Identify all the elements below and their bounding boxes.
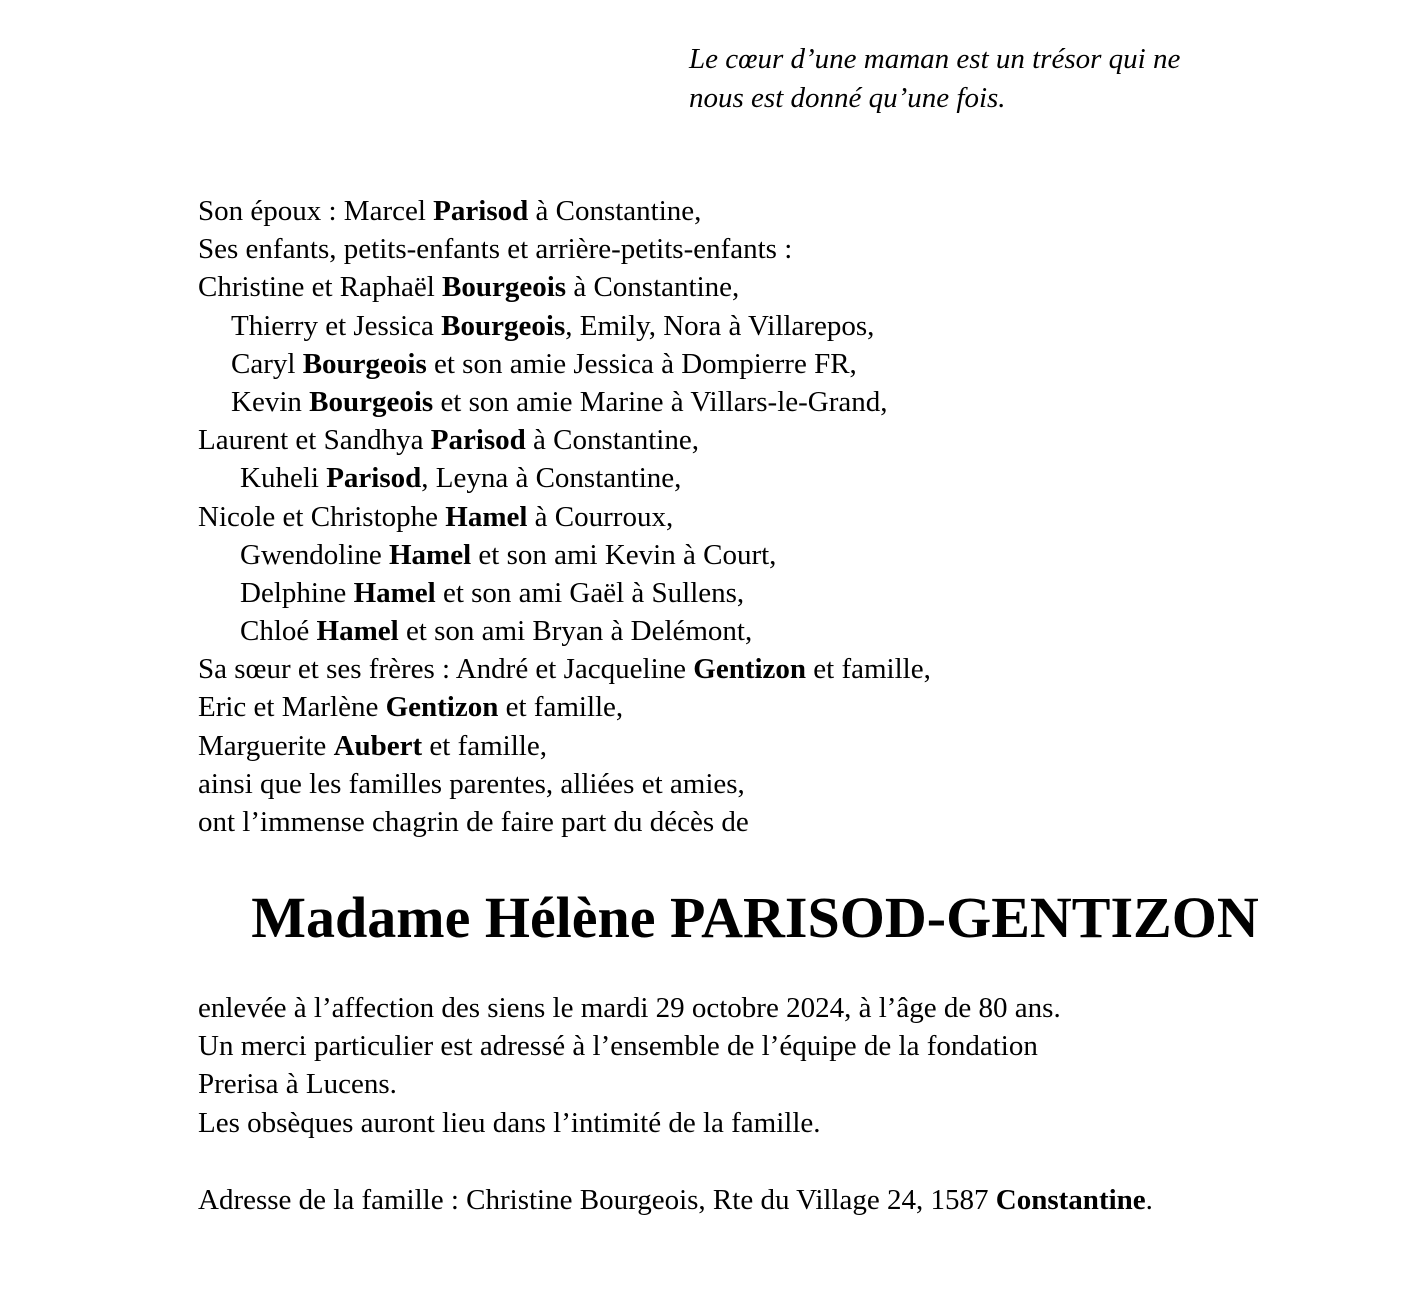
family-surname: Bourgeois xyxy=(302,347,427,380)
family-line xyxy=(198,803,931,841)
family-text: à Constantine, xyxy=(525,424,699,457)
family-line xyxy=(198,345,931,383)
family-text: Kuheli xyxy=(240,462,327,495)
deceased-name: Madame Hélène PARISOD-GENTIZON xyxy=(251,885,1259,950)
family-text: Ses enfants, petits-enfants et arrière-petits-enfants : xyxy=(198,233,793,266)
quote-line-1: Le cœur d’une maman est un trésor qui ne xyxy=(689,43,1181,75)
family-text: et son amie Jessica à Dompierre FR, xyxy=(426,347,857,380)
quote-line-2: nous est donné qu’une fois. xyxy=(689,82,1006,114)
family-line xyxy=(198,383,931,421)
family-text: et son amie Marine à Villars-le-Grand, xyxy=(433,385,888,418)
family-text: Christine et Raphaël xyxy=(198,271,443,304)
family-line xyxy=(198,574,931,612)
family-text: et son ami Gaël à Sullens, xyxy=(435,576,745,609)
family-line xyxy=(198,612,931,650)
family-line xyxy=(198,307,931,345)
family-line xyxy=(198,192,931,230)
family-line xyxy=(198,459,931,497)
family-text: ont l’immense chagrin de faire part du décès de xyxy=(198,806,749,838)
family-text: et famille, xyxy=(498,691,624,724)
family-surname: Bourgeois xyxy=(442,271,567,304)
family-text: Chloé xyxy=(240,615,317,648)
family-surname: Hamel xyxy=(316,615,399,648)
family-text: Kevin xyxy=(231,385,310,418)
family-surname: Hamel xyxy=(445,500,528,533)
notice-line: Prerisa à Lucens. xyxy=(198,1068,397,1101)
family-text: et son ami Kevin à Court, xyxy=(471,538,777,571)
family-text: et son ami Bryan à Delémont, xyxy=(398,615,753,648)
family-line xyxy=(198,230,931,268)
family-line xyxy=(198,421,931,459)
family-text: , Emily, Nora à Villarepos, xyxy=(565,309,875,342)
family-text: Son époux : Marcel xyxy=(198,195,434,227)
notice-line: Les obsèques auront lieu dans l’intimité de la famille. xyxy=(198,1106,821,1139)
family-text: Delphine xyxy=(240,576,354,609)
family-surname: Gentizon xyxy=(385,691,499,724)
family-line xyxy=(198,498,931,536)
family-text: Gwendoline xyxy=(240,538,389,571)
family-text: Laurent et Sandhya xyxy=(198,424,431,457)
notice-line: enlevée à l’affection des siens le mardi 29 octobre 2024, à l’âge de 80 ans. xyxy=(198,992,1061,1024)
family-text: à Constantine, xyxy=(566,271,740,304)
family-text: Nicole et Christophe xyxy=(198,500,446,533)
family-line xyxy=(198,536,931,574)
family-line xyxy=(198,268,931,306)
family-text: Sa sœur et ses frères : André et Jacqueline xyxy=(198,653,694,686)
family-line xyxy=(198,765,931,803)
family-text: ainsi que les familles parentes, alliées et amies, xyxy=(198,767,745,800)
family-text: Eric et Marlène xyxy=(198,691,386,724)
family-text: à Constantine, xyxy=(528,195,702,227)
address-end: . xyxy=(1145,1184,1153,1216)
family-text: , Leyna à Constantine, xyxy=(421,462,682,495)
address-text: Adresse de la famille : Christine Bourgeois, Rte du Village 24, 1587 xyxy=(198,1184,996,1216)
death-notice-details xyxy=(198,989,1061,1142)
family-line xyxy=(198,688,931,726)
family-text: Marguerite xyxy=(198,729,334,762)
family-surname: Bourgeois xyxy=(309,385,434,418)
family-surname: Hamel xyxy=(389,538,472,571)
family-surname: Hamel xyxy=(353,576,436,609)
address-city: Constantine xyxy=(995,1184,1146,1216)
family-announcement xyxy=(198,192,931,841)
family-text: Thierry et Jessica xyxy=(231,309,442,342)
deceased-name-heading xyxy=(0,880,1418,956)
address-line xyxy=(198,1181,1153,1219)
family-surname: Parisod xyxy=(433,195,529,227)
family-surname: Parisod xyxy=(326,462,422,495)
epigraph-quote xyxy=(689,40,1180,118)
family-text: et famille, xyxy=(806,653,931,686)
family-line xyxy=(198,727,931,765)
family-surname: Bourgeois xyxy=(441,309,566,342)
notice-line: Un merci particulier est adressé à l’ensemble de l’équipe de la fondation xyxy=(198,1030,1038,1063)
family-text: et famille, xyxy=(422,729,547,762)
family-line xyxy=(198,650,931,688)
family-surname: Parisod xyxy=(430,424,526,457)
family-surname: Gentizon xyxy=(693,653,807,686)
family-surname: Aubert xyxy=(333,729,423,762)
family-text: Caryl xyxy=(231,347,303,380)
family-text: à Courroux, xyxy=(527,500,674,533)
family-address xyxy=(198,1181,1153,1219)
